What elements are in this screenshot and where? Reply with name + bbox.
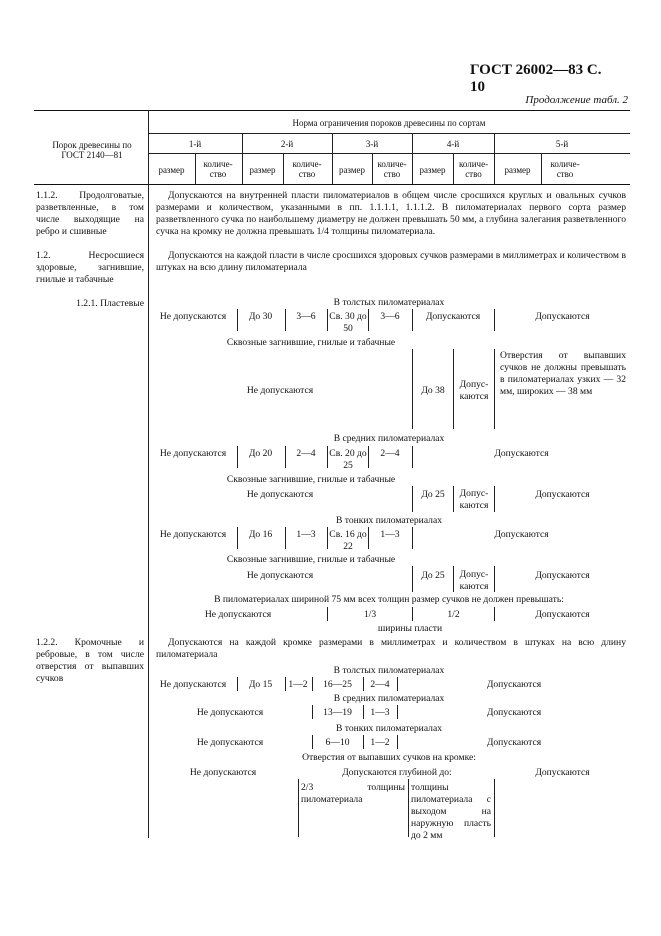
w75-g5: Допускаются (535, 609, 590, 620)
para-3: Допускаются на каждой кромке размерами в миллиметрах и количеством в штуках на всю длину пиломатериала (156, 637, 626, 660)
thin-count-3: 1—3 (380, 529, 400, 540)
sub-div-2 (283, 153, 284, 184)
header-rule-2 (148, 153, 630, 154)
sub-count-5: количе- ство (550, 159, 580, 179)
sub-count-3: количе- ство (377, 159, 407, 179)
table-top-rule (34, 110, 630, 111)
edge-thin-g45: Допускаются (486, 737, 542, 748)
depth-allowed: Допускаются глубиной до: (342, 767, 452, 778)
thin-through-count: Допус- каются (459, 569, 489, 592)
edge-thin-size-3: 6—10 (325, 737, 350, 748)
continuation-label: Продолжение табл. 2 (525, 94, 628, 106)
stub-header: Порок древесины по ГОСТ 2140—81 (52, 140, 132, 160)
edge-thick-g45: Допускаются (486, 679, 542, 690)
medium-through-heading: Сквозные загнившие, гнилые и табачные (226, 474, 396, 485)
thick-through-size: До 38 (421, 385, 445, 396)
depth-div-3 (494, 779, 495, 837)
w75-g4: 1/2 (447, 609, 460, 620)
thick-count-3: 3—6 (380, 311, 400, 322)
depth-div-2 (408, 779, 409, 837)
medium-size-2: До 20 (248, 448, 273, 459)
grade-5: 5-й (555, 139, 569, 149)
w75-g3: 1/3 (363, 609, 377, 620)
grade-3: 3-й (365, 139, 379, 149)
defect-1-2-2: 1.2.2. Кромочные и ребровые, в том числе отверстия от выпавших сучков (36, 637, 144, 684)
depth-div-1 (298, 779, 299, 837)
edge-thick-heading: В толстых пиломатериалах (333, 665, 445, 676)
defect-1-2: 1.2. Несросшиеся здоровые, загнившие, гнилые и табачные (36, 250, 144, 285)
grade-2: 2-й (280, 139, 294, 149)
thin-count-2: 1—3 (296, 529, 316, 540)
edge-thin-heading: В тонких пиломатериалах (335, 723, 443, 734)
edge-thick-count-3: 2—4 (370, 679, 390, 690)
para-1: Допускаются на внутренней пласти пиломатериалов в общем числе сросшихся круглых и овальных сучков размерами и количеством, указанными в пп. 1.1.1.1, 1.1.1.2. В пиломатериалах первого сорта размер разветвленного сучка по наибольшему диаметру не должен превышать 50 мм, а глубина залегания разветвленного сучка на кромку не должна превышать 1/4 толщины пиломатериала. (156, 190, 626, 237)
medium-count-3: 2—4 (380, 448, 400, 459)
w75-g12: Не допускаются (204, 609, 272, 620)
norm-header: Норма ограничения пороков древесины по сортам (292, 118, 486, 128)
thin-through-g5: Допускаются (535, 570, 590, 581)
sub-size-2: размер (249, 165, 276, 175)
edge-thin-g12: Не допускаются (196, 737, 264, 748)
para-2: Допускаются на каждой пласти в числе сросшихся здоровых сучков размерами в миллиметрах и количеством в штуках на всю длину пиломатериала (156, 250, 626, 273)
width-75-note: В пиломатериалах шириной 75 мм всех толщин размер сучков не должен превышать: (214, 594, 564, 605)
medium-size-3: Св. 20 до 25 (329, 448, 367, 471)
ply-width: ширины пласти (377, 623, 443, 634)
grade-1: 1-й (188, 139, 202, 149)
holes-edge-g12: Не допускаются (189, 767, 257, 778)
edge-medium-g45: Допускаются (486, 707, 542, 718)
thin-size-2: До 16 (248, 529, 273, 540)
edge-thick-count-2: 1—2 (288, 679, 308, 690)
thick-size-2: До 30 (248, 311, 273, 322)
thick-through-count: Допус- каются (459, 379, 489, 402)
medium-through-size: До 25 (421, 489, 445, 500)
holes-note: Отверстия от выпавших сучков не должны превышать в пиломатериалах узких — 32 мм, широких — 38 мм (500, 350, 626, 397)
edge-thick-size-3: 16—25 (323, 679, 352, 690)
thin-through-heading: Сквозные загнившие, гнилые и табачные (226, 554, 396, 565)
thin-through-size: До 25 (421, 570, 445, 581)
header-rule-1 (148, 133, 630, 134)
medium-g45: Допускаются (494, 448, 549, 459)
defect-1-1-2: 1.1.2. Продолговатые, разветвленные, в том числе выходящие на ребро и сшивные (36, 190, 144, 237)
depth-a: 2/3 толщины пиломатериала (301, 782, 405, 805)
depth-b: толщины пиломатериала с выходом на наружную пласть до 2 мм (411, 782, 491, 841)
thick-heading: В толстых пиломатериалах (333, 297, 445, 308)
sub-size-4: размер (419, 165, 446, 175)
edge-medium-heading: В средних пиломатериалах (333, 693, 445, 704)
medium-g1: Не допускаются (159, 448, 227, 459)
thin-g45: Допускаются (494, 529, 549, 540)
thick-through-no: Не допускаются (246, 385, 314, 396)
defect-1-2-1: 1.2.1. Пластевые (76, 298, 144, 309)
holes-edge-g5: Допускаются (535, 767, 590, 778)
thick-g5: Допускаются (535, 311, 590, 322)
holes-edge-heading: Отверстия от выпавших сучков на кромке: (302, 752, 476, 763)
medium-through-no: Не допускаются (246, 489, 314, 500)
thick-through-div-3 (494, 349, 495, 429)
page-header: ГОСТ 26002—83 С. 10 (470, 62, 602, 95)
grade-4: 4-й (446, 139, 460, 149)
edge-medium-g12: Не допускаются (196, 707, 264, 718)
thick-through-heading: Сквозные загнившие, гнилые и табачные (226, 337, 396, 348)
thin-heading: В тонких пиломатериалах (335, 515, 443, 526)
sub-size-5: размер (504, 165, 531, 175)
thin-size-3: Св. 16 до 22 (329, 529, 367, 552)
medium-count-2: 2—4 (296, 448, 316, 459)
sub-count-4: количе- ство (458, 159, 489, 179)
medium-through-g5: Допускаются (535, 489, 590, 500)
sub-div-5 (541, 153, 542, 184)
thin-through-no: Не допускаются (246, 570, 314, 581)
edge-thick-size-2: До 15 (248, 679, 273, 690)
medium-through-count: Допус- каются (459, 488, 489, 511)
medium-heading: В средних пиломатериалах (333, 433, 445, 444)
header-bottom-rule (34, 184, 630, 185)
edge-medium-count-3: 1—3 (370, 707, 390, 718)
edge-thick-g1: Не допускаются (159, 679, 227, 690)
edge-thin-count-3: 1—2 (370, 737, 390, 748)
thick-size-3: Св. 30 до 50 (329, 311, 367, 334)
thick-g1: Не допускаются (159, 311, 227, 322)
sub-size-1: размер (158, 165, 185, 175)
thick-count-2: 3—6 (296, 311, 316, 322)
edge-medium-size-3: 13—19 (323, 707, 352, 718)
sub-size-3: размер (338, 165, 366, 175)
thin-g1: Не допускаются (159, 529, 227, 540)
thick-g4: Допускаются (425, 311, 481, 322)
sub-count-1: количе- ство (203, 159, 233, 179)
sub-count-2: количе- ство (292, 159, 322, 179)
